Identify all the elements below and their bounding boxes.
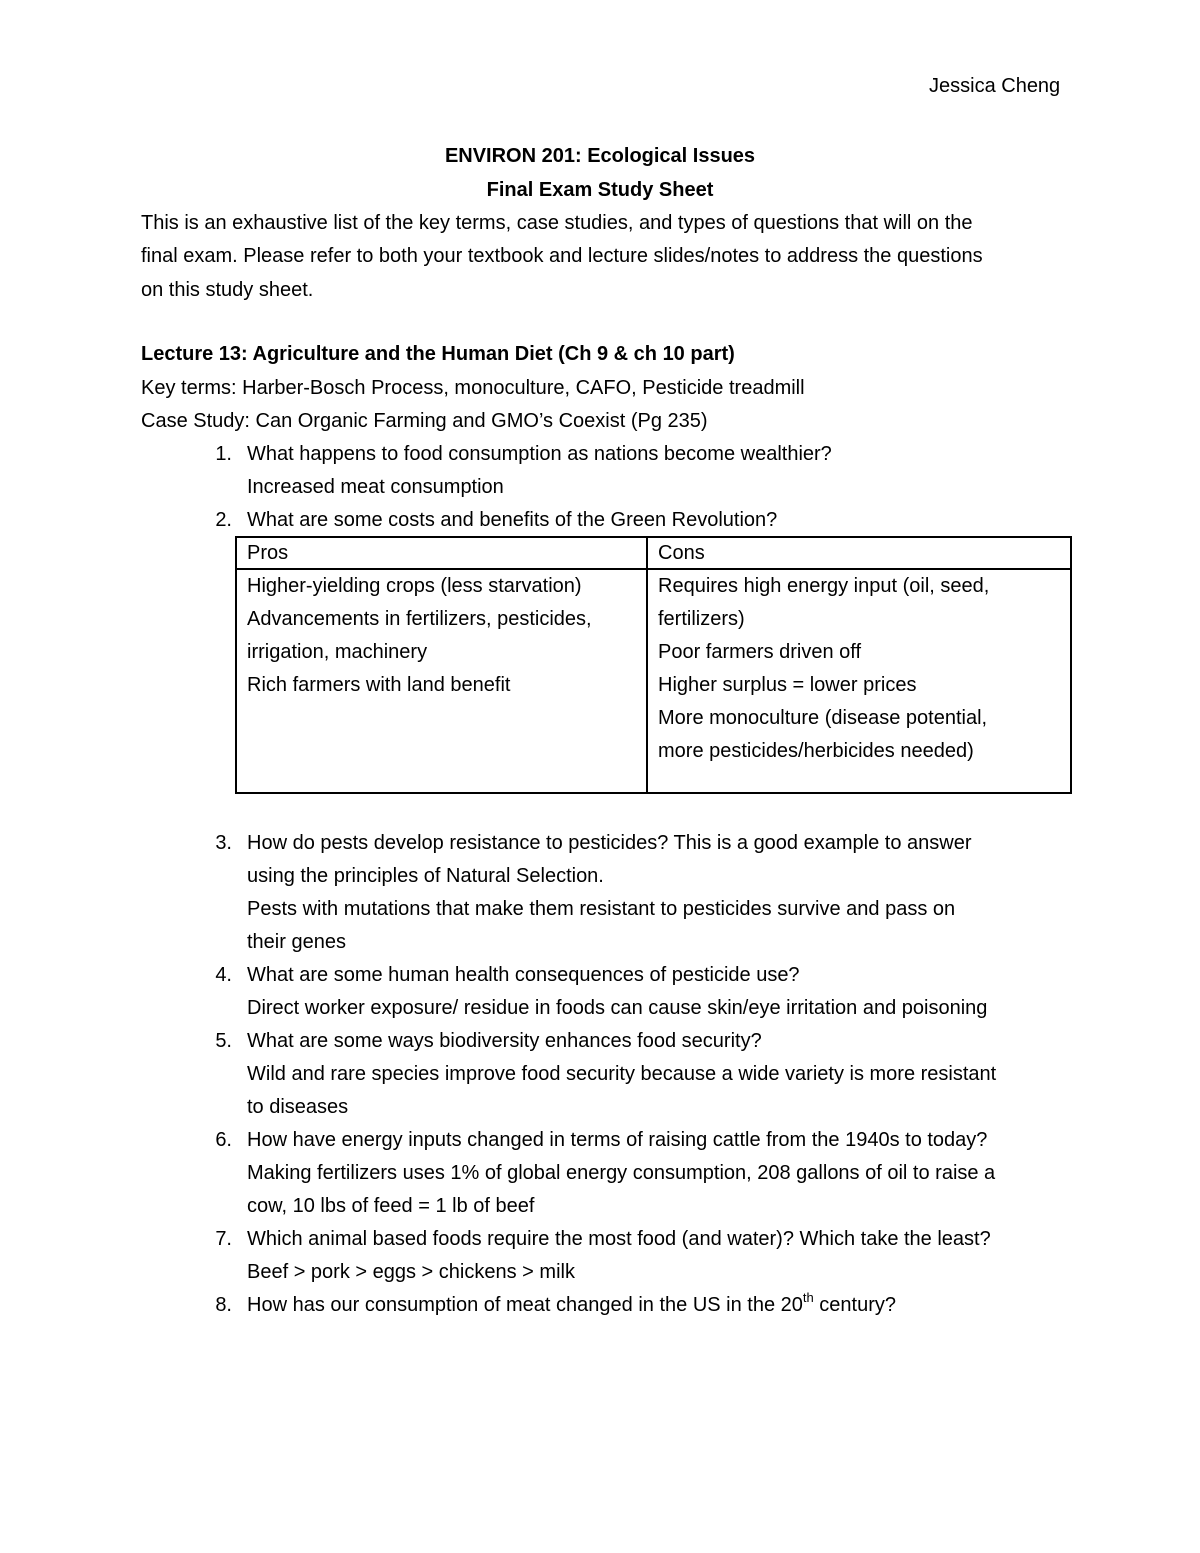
question-text: using the principles of Natural Selection. [247,865,604,887]
question-number: 3. [215,832,232,854]
question-text: What are some human health consequences of pesticide use? [247,964,800,986]
answer-text: Making fertilizers uses 1% of global energy consumption, 208 gallons of oil to raise a [247,1162,996,1184]
answer-text: cow, 10 lbs of feed = 1 lb of beef [247,1195,535,1217]
cons-item: Poor farmers driven off [658,641,862,663]
question-text-main: How has our consumption of meat changed in the US in the 20 [247,1294,803,1316]
table-header-row [236,537,1071,569]
question-text: How do pests develop resistance to pesticides? This is a good example to answer [247,832,972,854]
question-text: What happens to food consumption as nations become wealthier? [247,443,832,465]
pros-item: Higher-yielding crops (less starvation) [247,575,582,597]
cons-item: Higher surplus = lower prices [658,674,917,696]
case-study: Case Study: Can Organic Farming and GMO’s Coexist (Pg 235) [141,410,708,432]
answer-text: Increased meat consumption [247,476,504,498]
lecture-heading: Lecture 13: Agriculture and the Human Diet (Ch 9 & ch 10 part) [141,343,735,365]
intro-line-1: This is an exhaustive list of the key terms, case studies, and types of questions that will on the [141,212,973,234]
answer-text: Beef > pork > eggs > chickens > milk [247,1261,575,1283]
key-terms: Key terms: Harber-Bosch Process, monoculture, CAFO, Pesticide treadmill [141,377,805,399]
cons-item: More monoculture (disease potential, [658,707,988,729]
answer-text: Wild and rare species improve food security because a wide variety is more resistant [247,1063,997,1085]
answer-text: Pests with mutations that make them resistant to pesticides survive and pass on [247,898,956,920]
course-title: ENVIRON 201: Ecological Issues [444,145,756,167]
question-number: 2. [215,509,232,531]
question-text-end: century? [813,1294,896,1316]
pros-header: Pros [236,537,647,569]
answer-text: their genes [247,931,346,953]
pros-item: Advancements in fertilizers, pesticides, [247,608,592,630]
intro-line-3: on this study sheet. [141,279,314,301]
cons-item: fertilizers) [658,608,745,630]
question-text: How have energy inputs changed in terms of raising cattle from the 1940s to today? [247,1129,988,1151]
cons-header: Cons [647,537,1071,569]
cons-item: Requires high energy input (oil, seed, [658,575,990,597]
cons-item: more pesticides/herbicides needed) [658,740,974,762]
pros-cons-table [235,536,1072,794]
question-number: 4. [215,964,232,986]
answer-text: Direct worker exposure/ residue in foods can cause skin/eye irritation and poisoning [247,997,988,1019]
table-row [236,569,1071,793]
question-text: What are some ways biodiversity enhances food security? [247,1030,762,1052]
cons-cell [647,569,1071,793]
pros-item: Rich farmers with land benefit [247,674,511,696]
intro-line-2: final exam. Please refer to both your textbook and lecture slides/notes to address the questions [141,245,983,267]
question-number: 6. [215,1129,232,1151]
question-text: Which animal based foods require the most food (and water)? Which take the least? [247,1228,991,1250]
question-number: 7. [215,1228,232,1250]
answer-text: to diseases [247,1096,349,1118]
pros-cell [236,569,647,793]
author-name: Jessica Cheng [929,75,1061,97]
sheet-title: Final Exam Study Sheet [486,179,714,201]
question-text: What are some costs and benefits of the Green Revolution? [247,509,778,531]
question-text [247,1292,896,1318]
question-number: 5. [215,1030,232,1052]
pros-item: irrigation, machinery [247,641,428,663]
superscript-ordinal: th [802,1290,814,1306]
question-number: 8. [215,1294,232,1316]
question-number: 1. [215,443,232,465]
